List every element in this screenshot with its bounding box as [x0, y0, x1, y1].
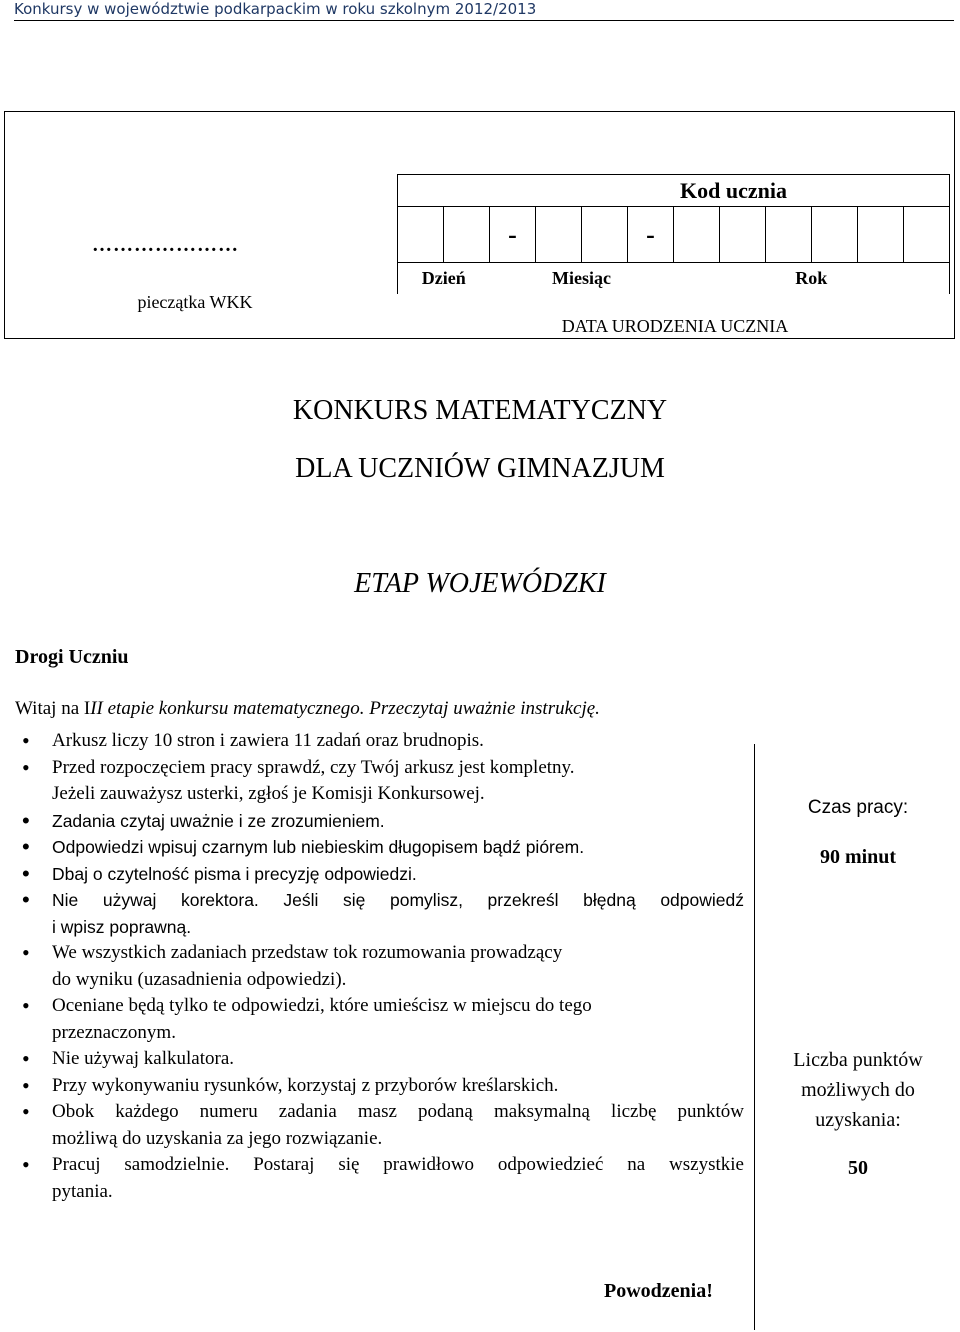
instruction-item: • We wszystkich zadaniach przedstaw tok rozumowania prowadzący do wyniku (uzasadnienia odpowiedzi). — [22, 940, 744, 993]
code-cell[interactable] — [812, 207, 858, 263]
greeting: Drogi Uczniu — [15, 646, 129, 668]
instruction-item: • Nie używaj kalkulatora. — [22, 1046, 744, 1073]
code-cell[interactable] — [720, 207, 766, 263]
stamp-label: pieczątka WKK — [137, 292, 253, 312]
points-value: 50 — [848, 1157, 868, 1179]
instruction-item: • Przed rozpoczęciem pracy sprawdź, czy Twój arkusz jest kompletny. Jeżeli zauważysz usterki, zgłoś je Komisji Konkursowej. — [22, 755, 744, 808]
stage-title: ETAP WOJEWÓDZKI — [354, 568, 606, 599]
code-cell[interactable] — [766, 207, 812, 263]
code-cell[interactable] — [904, 207, 950, 263]
intro-start: Witaj na I — [15, 698, 91, 719]
instruction-item: • Nie używaj korektora. Jeśli się pomylisz, przekreśl błędną odpowiedź i wpisz poprawną. — [22, 887, 744, 940]
instruction-item: • Obok każdego numeru zadania masz podaną maksymalną liczbę punktów możliwą do uzyskania za jego rozwiązanie. — [22, 1099, 744, 1152]
points-label: Liczba punktów możliwych do uzyskania: — [793, 1049, 923, 1131]
instruction-item: • Oceniane będą tylko te odpowiedzi, które umieścisz w miejscu do tego przeznaczonym. — [22, 993, 744, 1046]
instruction-item: • Przy wykonywaniu rysunków, korzystaj z przyborów kreślarskich. — [22, 1073, 744, 1100]
student-code-table — [397, 174, 950, 294]
code-cell[interactable] — [582, 207, 628, 263]
code-separator: - — [490, 207, 536, 263]
page-header: Konkursy w województwie podkarpackim w roku szkolnym 2012/2013 — [14, 0, 954, 21]
column-divider — [754, 744, 755, 1330]
stamp-dots: ………………… — [92, 234, 239, 256]
birth-date-label: DATA URODZENIA UCZNIA — [561, 316, 789, 336]
code-cell[interactable] — [444, 207, 490, 263]
code-cell[interactable] — [674, 207, 720, 263]
instruction-item: • Dbaj o czytelność pisma i precyzję odpowiedzi. — [22, 861, 744, 888]
instruction-item: • Pracuj samodzielnie. Postaraj się prawidłowo odpowiedzieć na wszystkie pytania. — [22, 1152, 744, 1205]
instruction-item: • Zadania czytaj uważnie i ze zrozumieniem. — [22, 808, 744, 835]
year-label: Rok — [674, 263, 950, 295]
time-value: 90 minut — [819, 846, 897, 868]
time-label: Czas pracy: — [807, 797, 909, 818]
code-cells-row — [398, 207, 950, 263]
code-cell[interactable] — [858, 207, 904, 263]
code-separator: - — [628, 207, 674, 263]
day-label: Dzień — [398, 263, 490, 295]
title-line-2: DLA UCZNIÓW GIMNAZJUM — [295, 453, 665, 484]
instruction-item: • Arkusz liczy 10 stron i zawiera 11 zadań oraz brudnopis. — [22, 728, 744, 755]
code-label: Kod ucznia — [398, 175, 950, 207]
instructions-list — [22, 728, 744, 1205]
month-label: Miesiąc — [536, 263, 628, 295]
farewell: Powodzenia! — [604, 1280, 713, 1302]
title-line-1: KONKURS MATEMATYCZNY — [292, 395, 668, 426]
intro-rest: II etapie konkursu matematycznego. Przeczytaj uważnie instrukcję. — [90, 698, 600, 719]
intro-text — [15, 698, 600, 720]
code-cell[interactable] — [536, 207, 582, 263]
instruction-item: • Odpowiedzi wpisuj czarnym lub niebieskim długopisem bądź piórem. — [22, 834, 744, 861]
code-cell[interactable] — [398, 207, 444, 263]
